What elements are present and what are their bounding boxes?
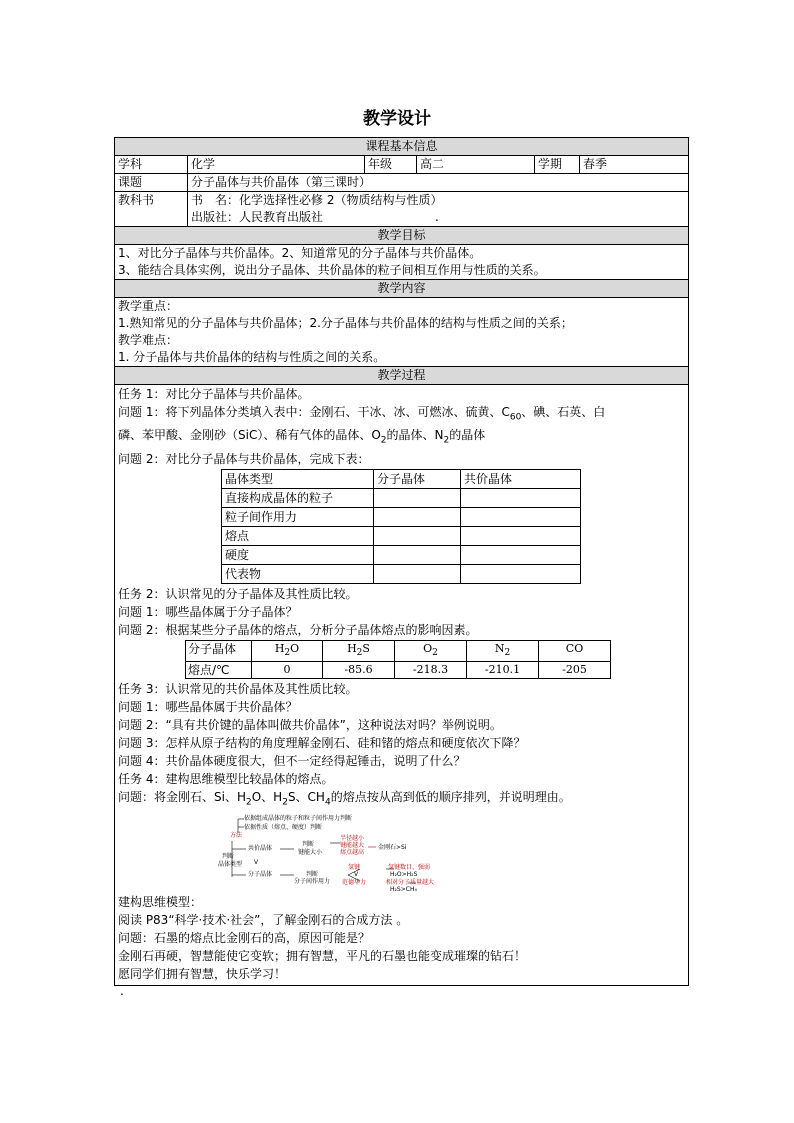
content-line: 1.熟知常见的分子晶体与共价晶体；2.分子晶体与共价晶体的结构与性质之间的关系； — [118, 316, 573, 330]
melting-point-table — [185, 640, 611, 679]
reading-task: 阅读 P83“科学·技术·社会”，了解金刚石的合成方法 。 — [118, 913, 409, 928]
content-line: 教学重点： — [118, 299, 179, 313]
task4-question: 问题：将金刚石、Si、$H_2O$、$H_2S$、$CH_4$的熔点按从高到低的顺序排列，并说明理由。 — [118, 789, 571, 808]
task1-question-1 — [118, 403, 685, 426]
section-basic-info: 课程基本信息 — [115, 138, 689, 156]
molecule-h2o — [252, 640, 323, 661]
molecule-co — [539, 640, 611, 661]
goal-line: 1、对比分子晶体与共价晶体。2、知道常见的分子晶体与共价晶体。 — [118, 246, 482, 260]
term-value: 春季 — [580, 156, 689, 174]
diagram-judge-bond: 判断 — [302, 841, 315, 849]
molecule-n2 — [467, 640, 539, 661]
content-line: 1. 分子晶体与共价晶体的结构与性质之间的关系。 — [118, 350, 386, 364]
formula-tail: O — [290, 641, 300, 655]
blank-cell[interactable] — [374, 488, 461, 507]
formula-sub: 2 — [356, 647, 363, 658]
diagram-hbond: 氢键 — [348, 864, 361, 872]
task1-question-2: 问题 2：对比分子晶体与共价晶体，完成下表： — [118, 451, 370, 466]
q1-line2b: 的晶体、N — [386, 428, 444, 443]
diagram-hb-res: 氢键数目、强弱 — [388, 864, 431, 872]
diagram-judge-force: 判断 — [306, 871, 319, 879]
blank-cell[interactable] — [374, 545, 461, 564]
t4q-b: O、H — [251, 789, 283, 804]
compare-row-label: 硬度 — [222, 545, 374, 564]
content-line: 教学难点： — [118, 333, 179, 347]
subject-label: 学科 — [115, 156, 188, 174]
diagram-crystal-type: 晶体类型 — [218, 861, 243, 869]
diagram-r1: 半径越小 — [340, 835, 365, 843]
blank-cell[interactable] — [461, 545, 581, 564]
task3-question-2: 问题 2：“具有共价键的晶体叫做共价晶体”，这种说法对吗？举例说明。 — [118, 717, 502, 732]
mp-value: 0 — [252, 661, 323, 678]
content-cell — [115, 298, 689, 367]
goal-line: 3、能结合具体实例，说出分子晶体、共价晶体的粒子间相互作用与性质的关系。 — [118, 263, 546, 277]
diagram-method: 方法 — [230, 832, 243, 840]
section-process: 教学过程 — [115, 367, 689, 385]
molecule-h2s — [323, 640, 395, 661]
q1-line2c: 的晶体 — [449, 428, 486, 443]
graphite-question: 问题：石墨的熔点比金刚石的高，原因可能是？ — [118, 931, 371, 946]
lesson-plan-table — [114, 137, 689, 986]
blank-cell[interactable] — [461, 526, 581, 545]
q1-line2: 磷、苯甲酸、金刚砂（SiC）、稀有气体的晶体、O — [118, 428, 381, 443]
formula-tail: S — [362, 641, 370, 655]
t4q-a: 问题：将金刚石、Si、H — [118, 789, 246, 804]
diagram-h2s: H₂S>CH₄ — [390, 886, 417, 894]
thinking-model-diagram — [218, 813, 458, 893]
book-info — [188, 192, 689, 227]
task1-question-1-cont — [118, 426, 685, 449]
diagram-r3: 熔点越高 — [340, 849, 365, 857]
compare-header: 晶体类型 — [222, 469, 374, 488]
topic-label: 课题 — [115, 174, 188, 192]
formula-sub: 2 — [284, 647, 291, 658]
diagram-top2: 依据性质（熔点、硬度）判断 — [244, 824, 323, 832]
task2-question-2: 问题 2：根据某些分子晶体的熔点，分析分子晶体熔点的影响因素。 — [118, 622, 478, 637]
formula-main: CO — [565, 641, 584, 655]
t4q-d: 的熔点按从高到低的顺序排列，并说明理由。 — [330, 789, 571, 804]
mp-row-label: 熔点/℃ — [186, 661, 252, 678]
section-content: 教学内容 — [115, 280, 689, 298]
compare-row-label: 直接构成晶体的粒子 — [222, 488, 374, 507]
grade-label: 年级 — [365, 156, 417, 174]
publisher-text: 出版社：人民教育出版社 — [191, 210, 324, 224]
q1-text-tail: 、碘、石英、白 — [521, 405, 606, 419]
task-3: 任务 3：认识常见的共价晶体及其性质比较。 — [118, 681, 358, 696]
diagram-force: 分子间作用力 — [294, 878, 331, 886]
q1-text: 问题 1：将下列晶体分类填入表中：金刚石、干冰、冰、可燃冰、硫黄、C — [118, 405, 510, 419]
task-1: 任务 1：对比分子晶体与共价晶体。 — [118, 387, 310, 401]
diagram-gt2: V — [354, 871, 359, 879]
diagram-top1: 依据组成晶体的粒子和粒子间作用力判断 — [244, 815, 353, 823]
book-label: 教科书 — [115, 192, 188, 227]
blank-cell[interactable] — [461, 488, 581, 507]
process-cell — [115, 385, 689, 986]
formula-main: H — [274, 641, 285, 655]
task-2: 任务 2：认识常见的分子晶体及其性质比较。 — [118, 586, 358, 601]
diagram-h2o: H₂O>H₂S — [390, 871, 418, 879]
blank-cell[interactable] — [374, 564, 461, 583]
goals-cell — [115, 245, 689, 280]
blank-cell[interactable] — [461, 507, 581, 526]
task3-question-1: 问题 1：哪些晶体属于共价晶体？ — [118, 699, 298, 714]
t4q-c: S、CH — [287, 789, 325, 804]
mp-value: -218.3 — [395, 661, 467, 678]
compare-row-label: 粒子间作用力 — [222, 507, 374, 526]
blank-cell[interactable] — [461, 564, 581, 583]
subject-value: 化学 — [188, 156, 365, 174]
task-4: 任务 4：建构思维模型比较晶体的熔点。 — [118, 771, 334, 786]
mp-value: -210.1 — [467, 661, 539, 678]
page-title: 教学设计 — [363, 109, 431, 129]
formula-sub: 2 — [504, 647, 511, 658]
book-name: 书 名：化学选择性必修 2（物质结构与性质） — [191, 193, 443, 207]
compare-header: 共价晶体 — [461, 469, 581, 488]
model-label: 建构思维模型： — [118, 895, 203, 910]
task2-question-1: 问题 1：哪些晶体属于分子晶体？ — [118, 604, 298, 619]
molecule-o2 — [395, 640, 467, 661]
formula-sub: 2 — [432, 647, 438, 658]
compare-row-label: 代表物 — [222, 564, 374, 583]
grade-value: 高二 — [417, 156, 535, 174]
section-goals: 教学目标 — [115, 227, 689, 245]
diagram-molecular: 分子晶体 — [248, 871, 273, 879]
diagram-r2: 键能越大 — [340, 842, 365, 850]
c60-subscript: 60 — [509, 412, 522, 423]
diagram-bond-size: 键能大小 — [298, 849, 323, 857]
book-publisher — [191, 209, 685, 226]
diagram-mass: 相对分子质量越大 — [386, 879, 435, 887]
closing-line-2: 愿同学们拥有智慧，快乐学习！ — [118, 967, 287, 982]
diagram-covalent: 共价晶体 — [248, 845, 273, 853]
closing-line-1: 金刚石再硬，智慧能使它变软；拥有智慧，平凡的石墨也能变成璀璨的钻石！ — [118, 949, 527, 964]
mp-value: -85.6 — [323, 661, 395, 678]
task3-question-4: 问题 4：共价晶体硬度很大，但不一定经得起锤击，说明了什么？ — [118, 753, 466, 768]
mp-value: -205 — [539, 661, 611, 678]
diagram-gt1: V — [254, 859, 259, 867]
book-dot: . — [435, 210, 439, 224]
n2-subscript: 2 — [443, 435, 450, 446]
task3-question-3: 问题 3：怎样从原子结构的角度理解金刚石、硅和锗的熔点和硬度依次下降？ — [118, 735, 526, 750]
footer-dot: . — [120, 984, 124, 998]
mp-row-label: 分子晶体 — [186, 640, 252, 661]
formula-main: N — [494, 641, 505, 655]
topic-value: 分子晶体与共价晶体（第三课时） — [188, 174, 689, 192]
formula-main: H — [347, 641, 357, 655]
term-label: 学期 — [535, 156, 580, 174]
compare-row-label: 熔点 — [222, 526, 374, 545]
blank-cell[interactable] — [374, 507, 461, 526]
diagram-vdw: 范德华力 — [342, 879, 367, 887]
o2-subscript: 2 — [380, 435, 387, 446]
comparison-table — [221, 469, 581, 584]
blank-cell[interactable] — [374, 526, 461, 545]
ch4-subscript: 4 — [324, 797, 331, 808]
diagram-judge: 判断 — [222, 853, 235, 861]
compare-header: 分子晶体 — [374, 469, 461, 488]
diagram-diamond: 金刚石>Si — [378, 844, 407, 852]
formula-main: O — [423, 641, 433, 655]
